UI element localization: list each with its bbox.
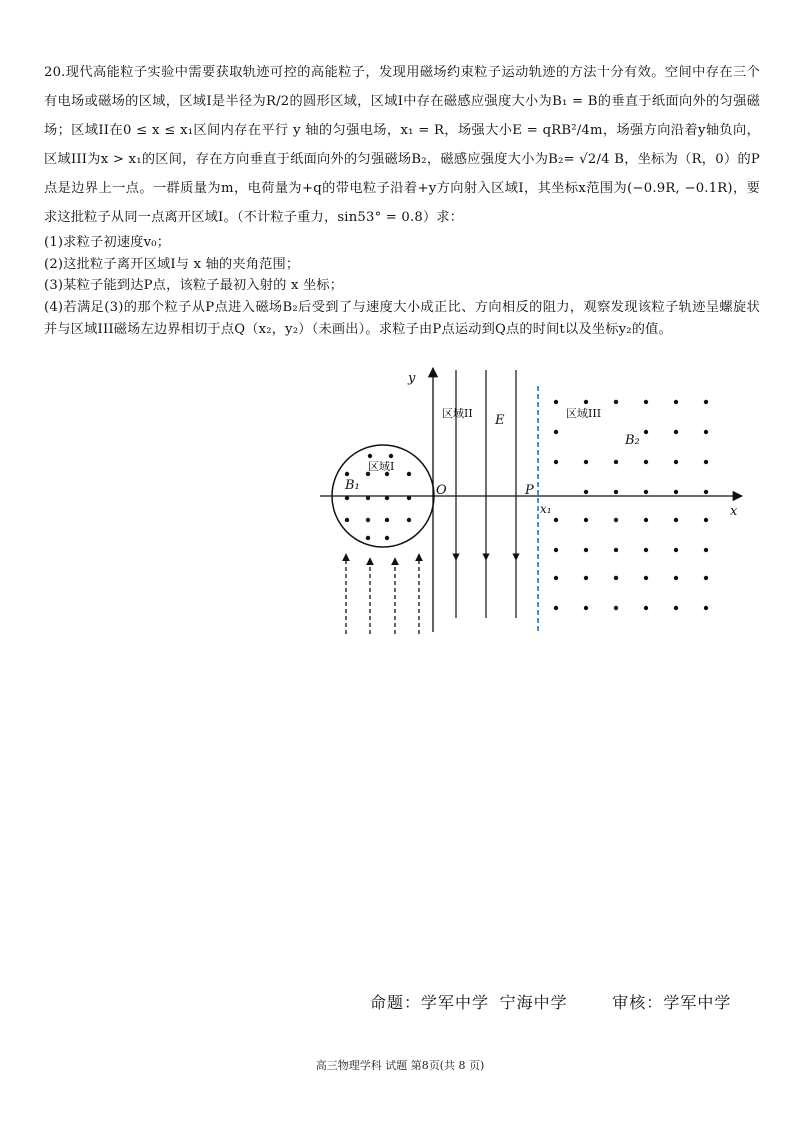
y-axis-label: y — [408, 371, 416, 386]
region2-label: 区域II — [442, 407, 473, 420]
problem-20 — [44, 58, 760, 341]
authors: 学军中学 宁海中学 — [421, 993, 568, 1012]
point-p-label: P — [525, 483, 534, 498]
origin-label: O — [436, 483, 447, 498]
x1-label: x₁ — [540, 502, 552, 516]
reviewer: 学军中学 — [663, 993, 732, 1012]
question-4: (4)若满足(3)的那个粒子从P点进入磁场B₂后受到了与速度大小成正比、方向相反的阻力，观察发现该粒子轨迹呈螺旋状并与区域III磁场左边界相切于点Q（x₂，y₂）（未画出）。求粒子由P点运动到Q点的时间t以及坐标y₂的值。 — [44, 299, 760, 337]
question-3: (3)某粒子能到达P点，该粒子最初入射的 x 坐标； — [44, 278, 344, 293]
question-2: (2)这批粒子离开区域I与 x 轴的夹角范围； — [44, 256, 300, 272]
region1-label: 区域I — [368, 460, 395, 473]
region3-field-dots — [554, 400, 708, 610]
b2-label: B₂ — [625, 433, 640, 448]
x-axis-label: x — [730, 504, 738, 519]
incident-particle-arrows — [346, 554, 419, 634]
credits — [370, 990, 770, 1013]
field-diagram — [320, 362, 760, 638]
question-1: (1)求粒子初速度v₀； — [44, 235, 171, 250]
b1-label: B₁ — [345, 478, 360, 493]
author-label: 命题： — [370, 993, 422, 1012]
problem-statement: 20.现代高能粒子实验中需要获取轨迹可控的高能粒子，发现用磁场约束粒子运动轨迹的方法十分有效。空间中存在三个有电场或磁场的区域，区域I是半径为R/2的圆形区域，区域I中存在磁感应强度大小为B₁ = B的垂直于纸面向外的匀强磁场；区域II在0 ≤ x ≤ x₁区间内存在平行 y 轴的匀强电场，x₁ = R，场强大小E = qRB²/4m，场强方向沿着y轴负向，区域III为x > x₁的区间，存在方向垂直于纸面向外的匀强磁场B₂，磁感应强度大小为B₂= √2/4 B，坐标为（R，0）的P点是边界上一点。一群质量为m，电荷量为+q的带电粒子沿着+y方向射入区域I，其坐标x范围为(−0.9R, −0.1R)，要求这批粒子从同一点离开区域I。（不计粒子重力，sin53° = 0.8）求： — [44, 65, 760, 225]
e-field-label: E — [495, 413, 505, 428]
region3-label: 区域III — [566, 407, 602, 420]
page-footer: 高三物理学科 试题 第8页(共 8 页) — [315, 1059, 485, 1072]
review-label: 审核： — [612, 993, 664, 1012]
